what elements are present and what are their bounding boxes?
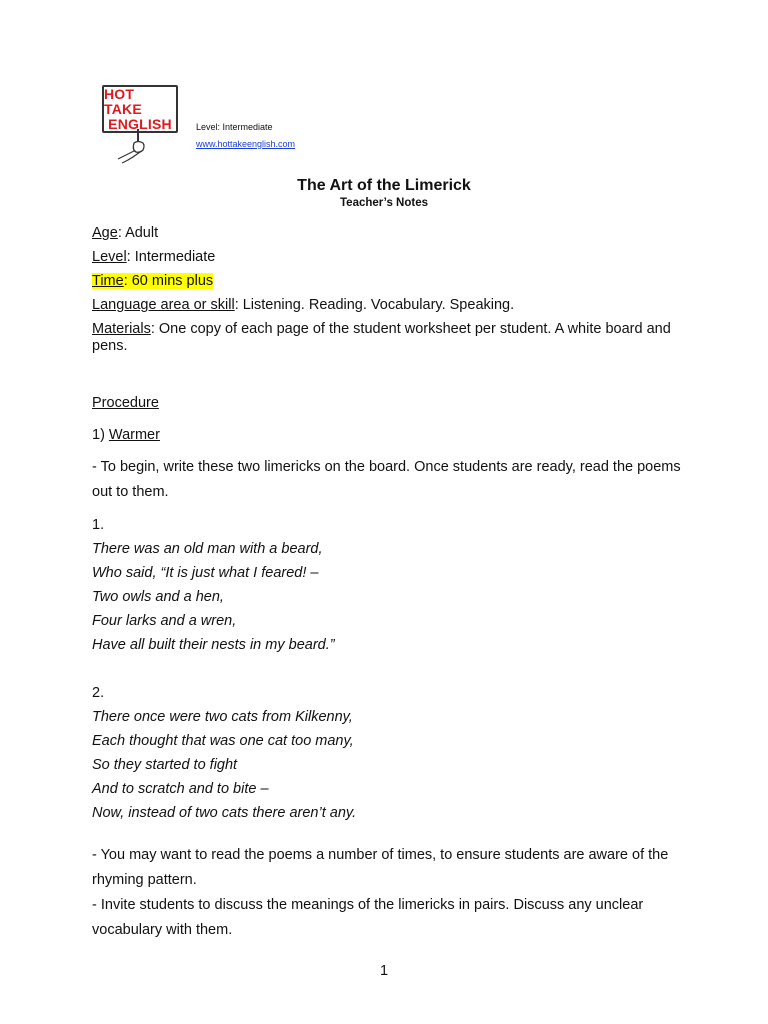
logo-text-line2: ENGLISH (108, 115, 172, 132)
materials-label: Materials (92, 321, 151, 337)
procedure-intro: - To begin, write these two limericks on the board. Once students are ready, read the poems out to them. (92, 459, 681, 500)
website-link[interactable]: www.hottakeenglish.com (196, 139, 296, 149)
poem1-line: Have all built their nests in my beard.” (92, 637, 335, 653)
page-subtitle: Teacher’s Notes (340, 197, 428, 209)
level-line (92, 245, 215, 269)
page-title: The Art of the Limerick (297, 177, 471, 194)
poem2-line: There once were two cats from Kilkenny, (92, 709, 353, 725)
time-line (92, 269, 213, 293)
header-meta (196, 119, 295, 153)
age-label: Age (92, 225, 118, 241)
time-highlight (92, 273, 213, 289)
poem2-line: And to scratch and to bite – (92, 781, 269, 797)
poem2-line: So they started to fight (92, 757, 238, 773)
poem2-line: Each thought that was one cat too many, (92, 733, 354, 749)
step1-heading (92, 423, 160, 447)
level-value: : Intermediate (126, 249, 216, 265)
poem1-line: There was an old man with a beard, (92, 541, 323, 557)
time-value: : 60 mins plus (123, 273, 214, 289)
poem1-line: Two owls and a hen, (92, 589, 224, 605)
hot-take-english-logo (100, 83, 180, 163)
logo-text-line1: HOT TAKE (104, 85, 142, 117)
skill-value: : Listening. Reading. Vocabulary. Speaking. (234, 297, 515, 313)
materials-value: : One copy of each page of the student worksheet per student. A white board and pens. (92, 321, 671, 354)
page-number: 1 (379, 963, 389, 979)
poem1-number: 1. (92, 517, 105, 533)
poem2-line: Now, instead of two cats there aren’t any. (92, 805, 357, 821)
poem2-number: 2. (92, 685, 105, 701)
time-label: Time (92, 273, 124, 289)
procedure-heading: Procedure (92, 395, 159, 411)
level-label: Level (92, 249, 127, 265)
age-line (92, 221, 158, 245)
poem1-line: Four larks and a wren, (92, 613, 237, 629)
step1-number: 1) (92, 427, 109, 443)
header-level: Level: Intermediate (196, 122, 273, 132)
step1-label: Warmer (108, 427, 160, 443)
hand-holding-sign-icon (114, 129, 164, 165)
logo-sign (102, 85, 178, 133)
age-value: : Adult (117, 225, 159, 241)
poem1-line: Who said, “It is just what I feared! – (92, 565, 319, 581)
materials-line (92, 321, 692, 355)
note-paragraph: - Invite students to discuss the meanings of the limericks in pairs. Discuss any unclear vocabulary with them. (92, 897, 644, 938)
note-paragraph: - You may want to read the poems a number of times, to ensure students are aware of the rhyming pattern. (92, 847, 669, 888)
skill-label: Language area or skill (92, 297, 235, 313)
skill-line (92, 293, 514, 317)
